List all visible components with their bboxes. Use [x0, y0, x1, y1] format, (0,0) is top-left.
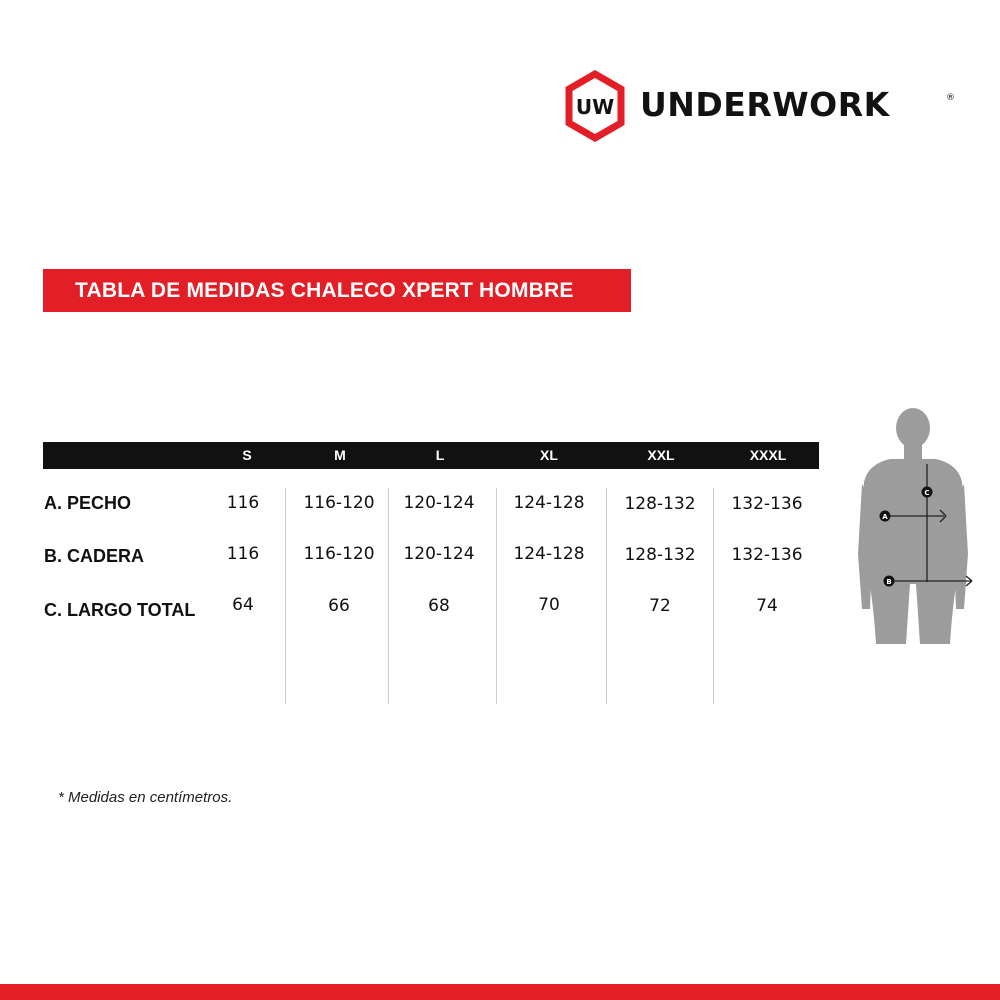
table-cell: 72 [649, 596, 671, 616]
page-title: TABLA DE MEDIDAS CHALECO XPERT HOMBRE [43, 269, 631, 312]
column-divider [496, 488, 497, 704]
marker-a-label: A [882, 513, 888, 521]
marker-c-label: C [924, 489, 930, 497]
table-cell: 66 [328, 596, 350, 616]
row-label-cadera: B. CADERA [44, 546, 145, 566]
size-header-xxl: XXL [647, 447, 675, 463]
table-cell: 116-120 [303, 544, 375, 564]
table-cell: 64 [232, 595, 254, 615]
table-cell: 116-120 [303, 493, 375, 513]
human-silhouette-icon [858, 408, 968, 644]
row-label-largo-total: C. LARGO TOTAL [44, 600, 196, 620]
size-header-l: L [435, 447, 445, 463]
uw-hexagon-icon [564, 70, 626, 142]
table-cell: 74 [756, 596, 778, 616]
column-divider [285, 488, 286, 704]
size-header-s: S [242, 447, 252, 463]
body-measurement-figure [852, 404, 974, 646]
footnote: * Medidas en centímetros. [58, 789, 233, 806]
table-cell: 68 [428, 596, 450, 616]
table-cell: 124-128 [513, 493, 585, 513]
table-cell: 124-128 [513, 544, 585, 564]
size-header-m: M [334, 447, 346, 463]
row-label-pecho: A. PECHO [44, 493, 132, 513]
table-cell: 70 [538, 595, 560, 615]
column-divider [388, 488, 389, 704]
size-header-xl: XL [540, 447, 558, 463]
marker-b [884, 576, 895, 587]
table-cell: 132-136 [731, 494, 803, 514]
marker-b-label: B [886, 578, 892, 586]
registered-mark: ® [946, 93, 955, 103]
size-header-xxxl: XXXL [749, 447, 787, 463]
table-cell: 116 [226, 493, 260, 513]
table-cell: 120-124 [403, 493, 475, 513]
table-header-bar [43, 442, 819, 469]
marker-c [922, 487, 933, 498]
column-divider [713, 488, 714, 704]
brand-name: UNDERWORK [640, 84, 890, 124]
brand-logo [564, 70, 890, 142]
brand-monogram: UW [575, 95, 615, 119]
marker-a [880, 511, 891, 522]
table-cell: 128-132 [624, 494, 696, 514]
bottom-accent-bar [0, 984, 1000, 1000]
table-cell: 120-124 [403, 544, 475, 564]
table-cell: 128-132 [624, 545, 696, 565]
table-cell: 132-136 [731, 545, 803, 565]
column-divider [606, 488, 607, 704]
table-cell: 116 [226, 544, 260, 564]
